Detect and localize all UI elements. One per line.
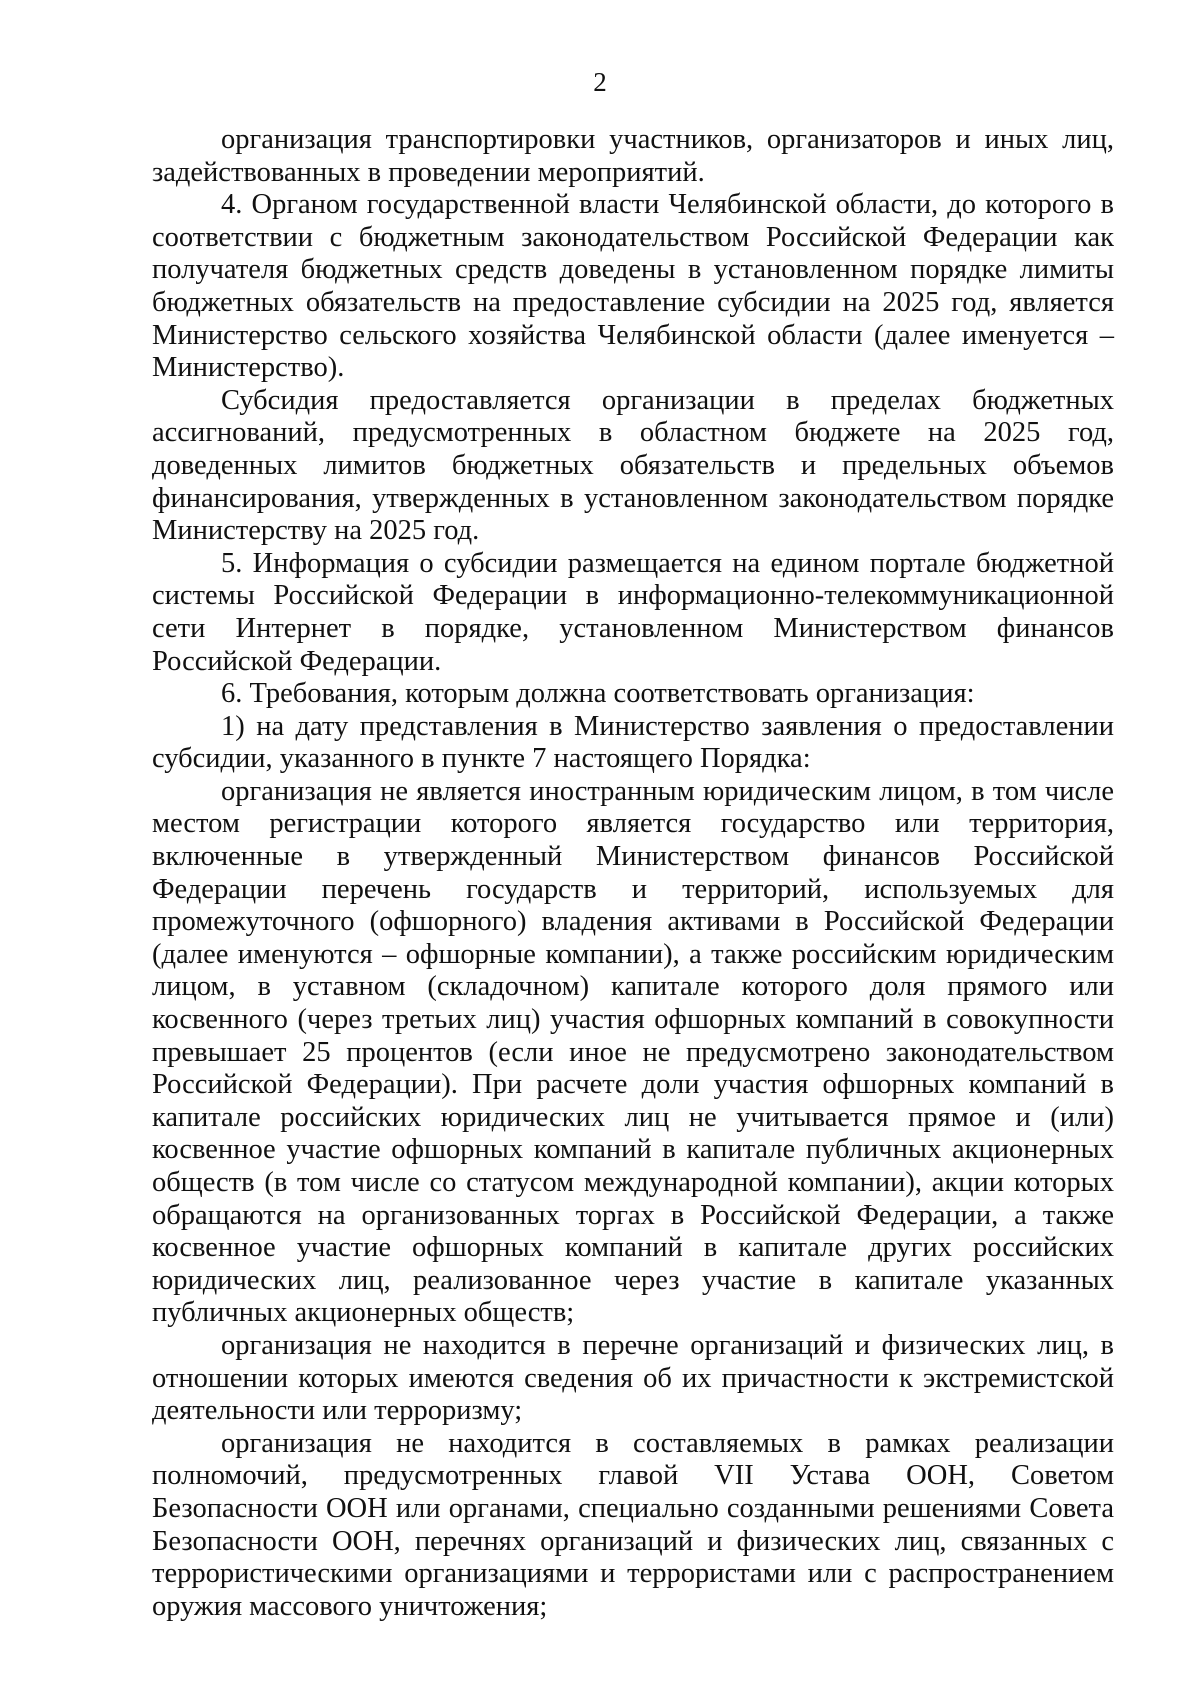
paragraph-subsidy-limits: Субсидия предоставляется организации в пределах бюджетных ассигнований, предусмотренных в областном бюджете на 2025 год, доведенных лимитов бюджетных обязательств и предельных объемов финансирования, утвержденных в установленном законодательством порядке Министерству на 2025 год. (152, 384, 1114, 547)
document-body (152, 124, 1114, 1623)
paragraph-item-6-1: 1) на дату представления в Министерство заявления о предоставлении субсидии, указанного в пункте 7 настоящего Порядка: (152, 710, 1114, 775)
paragraph-item-4: 4. Органом государственной власти Челябинской области, до которого в соответствии с бюджетным законодательством Российской Федерации как получателя бюджетных средств доведены в установленном порядке лимиты бюджетных обязательств на предоставление субсидии на 2025 год, является Министерство сельского хозяйства Челябинской области (далее именуется – Министерство). (152, 189, 1114, 384)
paragraph-extremism: организация не находится в перечне организаций и физических лиц, в отношении которых имеются сведения об их причастности к экстремистской деятельности или терроризму; (152, 1329, 1114, 1427)
paragraph-item-6: 6. Требования, которым должна соответствовать организация: (221, 678, 975, 710)
page-number: 2 (593, 67, 607, 97)
paragraph-transport: организация транспортировки участников, организаторов и иных лиц, задействованных в проведении мероприятий. (152, 124, 1114, 188)
paragraph-item-5: 5. Информация о субсидии размещается на едином портале бюджетной системы Российской Федерации в информационно-телекоммуникационной сети Интернет в порядке, установленном Министерством финансов Российской Федерации. (152, 547, 1114, 677)
paragraph-un-lists: организация не находится в составляемых в рамках реализации полномочий, предусмотренных главой VII Устава ООН, Советом Безопасности ООН или органами, специально созданными решениями Совета Безопасности ООН, перечнях организаций и физических лиц, связанных с террористическими организациями и террористами или с распространением оружия массового уничтожения; (152, 1427, 1114, 1622)
paragraph-offshore: организация не является иностранным юридическим лицом, в том числе местом регистрации которого является государство или территория, включенные в утвержденный Министерством финансов Российской Федерации перечень государств и территорий, используемых для промежуточного (офшорного) владения активами в Российской Федерации (далее именуются – офшорные компании), а также российским юридическим лицом, в уставном (складочном) капитале которого доля прямого или косвенного (через третьих лиц) участия офшорных компаний в совокупности превышает 25 процентов (если иное не предусмотрено законодательством Российской Федерации). При расчете доли участия офшорных компаний в капитале российских юридических лиц не учитывается прямое и (или) косвенное участие офшорных компаний в капитале публичных акционерных обществ (в том числе со статусом международной компании), акции которых обращаются на организованных торгах в Российской Федерации, а также косвенное участие офшорных компаний в капитале других российских юридических лиц, реализованное через участие в капитале указанных публичных акционерных обществ; (152, 775, 1114, 1329)
